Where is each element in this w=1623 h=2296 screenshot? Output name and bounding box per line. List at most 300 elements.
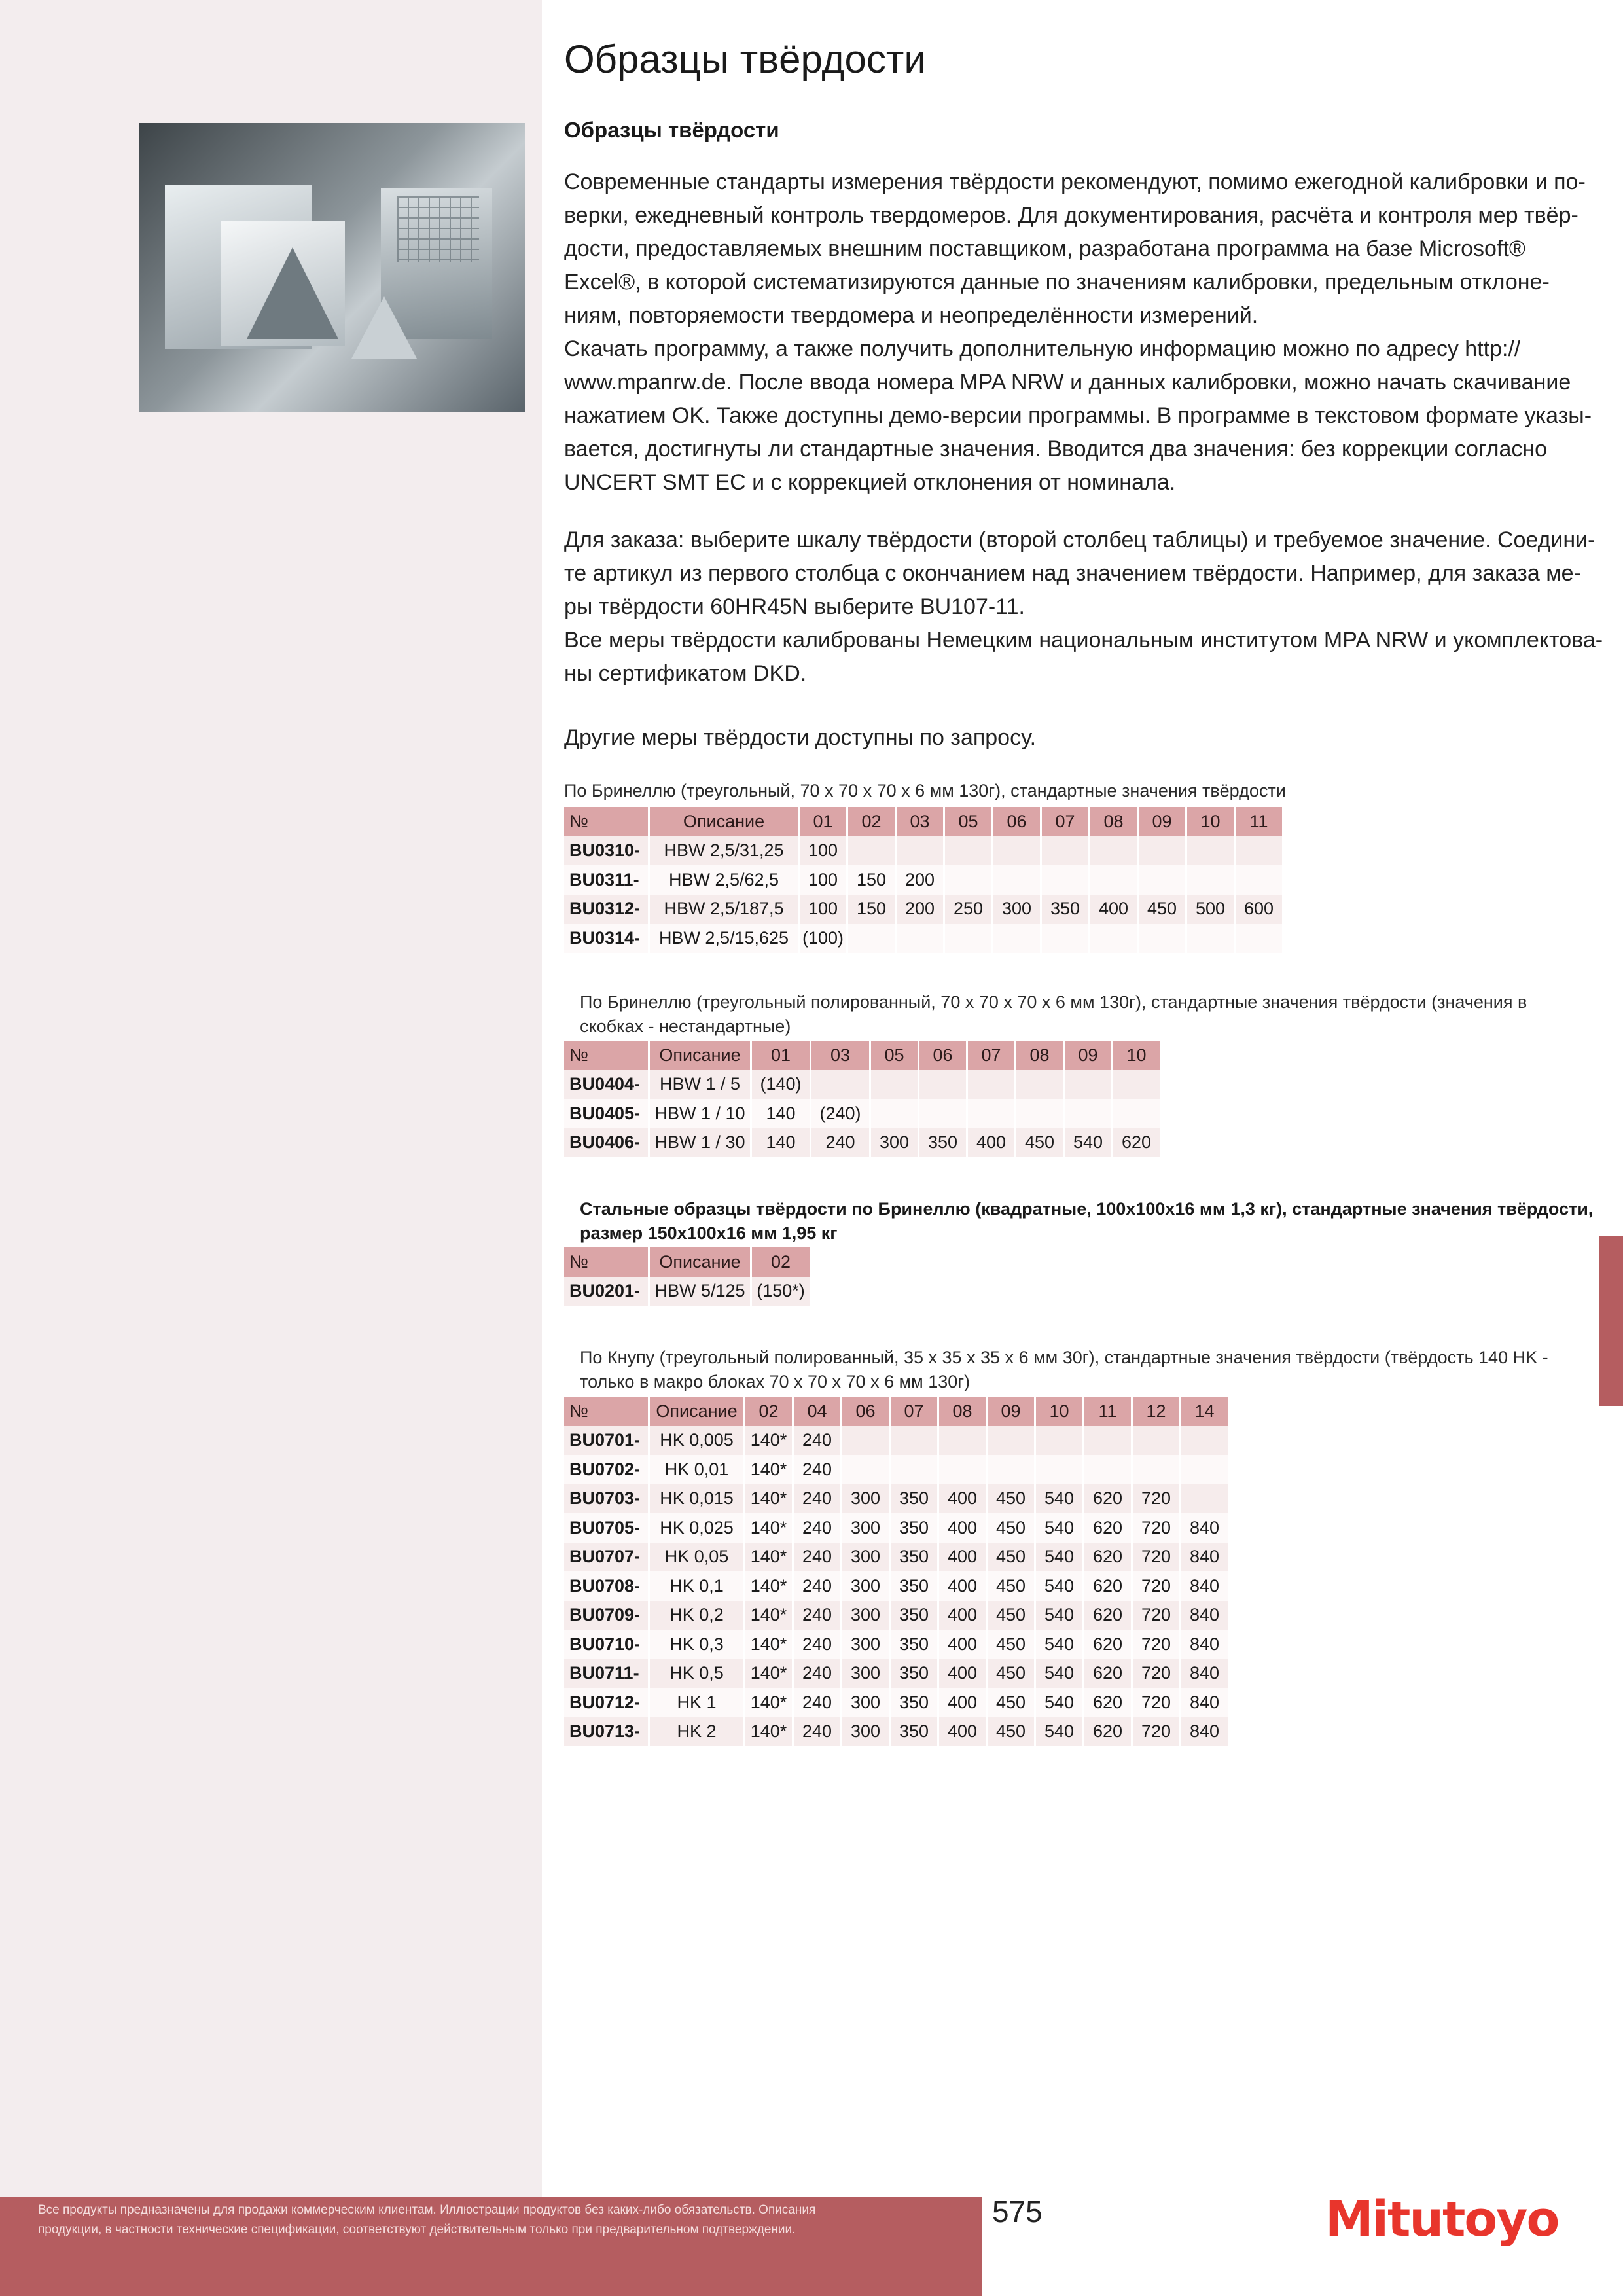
header-suffix: 09 (1139, 807, 1185, 836)
header-suffix: 02 (752, 1247, 810, 1277)
hardness-value: 240 (794, 1688, 840, 1717)
table-caption-brinell-polished (580, 990, 1527, 1039)
hardness-value: 250 (945, 895, 991, 924)
article-number: BU0710- (564, 1630, 648, 1659)
hardness-value: 450 (1139, 895, 1185, 924)
header-number: № (564, 1247, 648, 1277)
header-suffix: 01 (752, 1041, 810, 1070)
hardness-value: 720 (1133, 1659, 1179, 1689)
hardness-value: (100) (800, 924, 846, 953)
table-row (564, 1070, 1160, 1100)
scale-description: HK 0,3 (650, 1630, 743, 1659)
hardness-value: 720 (1133, 1630, 1179, 1659)
table-caption-brinell-steel (580, 1197, 1593, 1246)
header-description: Описание (650, 1041, 750, 1070)
hardness-value: 240 (794, 1601, 840, 1630)
article-number: BU0406- (564, 1128, 648, 1158)
hardness-value: 720 (1133, 1601, 1179, 1630)
intro-line: www.mpanrw.de. После ввода номера MPA NRW и данных калибровки, можно начать скачивание (564, 370, 1571, 395)
scale-description: HBW 1 / 30 (650, 1128, 750, 1158)
header-suffix: 03 (897, 807, 943, 836)
hardness-value: 840 (1181, 1513, 1228, 1543)
article-number: BU0201- (564, 1277, 648, 1306)
header-suffix: 11 (1084, 1397, 1131, 1426)
scale-description: HBW 2,5/31,25 (650, 836, 798, 866)
hardness-value: 720 (1133, 1571, 1179, 1601)
hardness-value (1236, 924, 1282, 953)
hardness-value (1065, 1099, 1111, 1128)
hardness-value: 620 (1084, 1630, 1131, 1659)
hardness-value (945, 836, 991, 866)
hardness-value: 720 (1133, 1513, 1179, 1543)
scale-description: HBW 1 / 5 (650, 1070, 750, 1100)
hardness-value (968, 1070, 1014, 1100)
hardness-value: 620 (1084, 1688, 1131, 1717)
hardness-value: 620 (1113, 1128, 1160, 1158)
header-suffix: 10 (1187, 807, 1234, 836)
header-suffix: 08 (939, 1397, 986, 1426)
hardness-value (897, 836, 943, 866)
header-number: № (564, 807, 648, 836)
hardness-value: 600 (1236, 895, 1282, 924)
hardness-value: 300 (842, 1601, 889, 1630)
article-number: BU0707- (564, 1543, 648, 1572)
hardness-value: 200 (897, 865, 943, 895)
header-suffix: 10 (1036, 1397, 1082, 1426)
hardness-value (1090, 836, 1137, 866)
hardness-value: 300 (993, 895, 1040, 924)
hardness-value: 100 (800, 865, 846, 895)
hardness-value (891, 1426, 937, 1456)
hardness-value: 450 (988, 1659, 1034, 1689)
hardness-value (1181, 1455, 1228, 1484)
article-number: BU0405- (564, 1099, 648, 1128)
hardness-value (945, 924, 991, 953)
hardness-value (919, 1070, 966, 1100)
header-number: № (564, 1397, 648, 1426)
scale-description: HBW 2,5/62,5 (650, 865, 798, 895)
scale-description: HBW 1 / 10 (650, 1099, 750, 1128)
hardness-value (1187, 865, 1234, 895)
hardness-value (1113, 1099, 1160, 1128)
hardness-value: 140 (752, 1099, 810, 1128)
hardness-value: 540 (1036, 1688, 1082, 1717)
hardness-value: 300 (842, 1543, 889, 1572)
order-line: ны сертификатом DKD. (564, 661, 807, 686)
hardness-value (1133, 1426, 1179, 1456)
hardness-value: 540 (1036, 1717, 1082, 1747)
other-paragraph (564, 721, 1585, 755)
hardness-value (1042, 924, 1088, 953)
hardness-value (1042, 836, 1088, 866)
header-suffix: 06 (993, 807, 1040, 836)
hardness-value: 400 (939, 1513, 986, 1543)
order-line: те артикул из первого столбца с окончанием над значением твёрдости. Например, для заказа ме- (564, 561, 1581, 586)
caption-line: По Бринеллю (треугольный полированный, 70 x 70 x 70 x 6 мм 130г), стандартные значения твёрдости (значения в (580, 992, 1527, 1012)
hardness-value: 240 (794, 1455, 840, 1484)
order-paragraph (564, 524, 1603, 691)
scale-description: HK 0,05 (650, 1543, 743, 1572)
caption-line: только в макро блоках 70 x 70 x 70 x 6 мм 130г) (580, 1372, 971, 1391)
caption-line: По Бринеллю (треугольный, 70 x 70 x 70 x 6 мм 130г), стандартные значения твёрдости (564, 781, 1286, 800)
hardness-value (842, 1455, 889, 1484)
hardness-value (1181, 1426, 1228, 1456)
hardness-value: 500 (1187, 895, 1234, 924)
scale-description: HK 0,2 (650, 1601, 743, 1630)
hardness-value: 350 (919, 1128, 966, 1158)
hardness-value (1042, 865, 1088, 895)
header-suffix: 07 (968, 1041, 1014, 1070)
table-row (564, 865, 1282, 895)
hardness-value (1036, 1455, 1082, 1484)
hardness-value: 300 (871, 1128, 918, 1158)
hardness-value: 400 (968, 1128, 1014, 1158)
hardness-value (1133, 1455, 1179, 1484)
table-caption-knoop (580, 1346, 1548, 1394)
hardness-value: 300 (842, 1484, 889, 1514)
table-header-row (564, 1247, 810, 1277)
table-row (564, 1277, 810, 1306)
table-brinell-steel (562, 1247, 812, 1306)
hardness-value: 620 (1084, 1601, 1131, 1630)
hardness-value: 350 (891, 1659, 937, 1689)
header-suffix: 06 (842, 1397, 889, 1426)
hardness-value (1187, 924, 1234, 953)
hardness-value: 200 (897, 895, 943, 924)
hardness-value: 450 (988, 1543, 1034, 1572)
hardness-value: 450 (988, 1717, 1034, 1747)
table-row (564, 836, 1282, 866)
order-line: Все меры твёрдости калиброваны Немецким национальным институтом MPA NRW и укомплектова- (564, 628, 1603, 653)
hardness-value (988, 1455, 1034, 1484)
article-number: BU0712- (564, 1688, 648, 1717)
hardness-value: 400 (939, 1484, 986, 1514)
intro-line: Скачать программу, а также получить дополнительную информацию можно по адресу http:// (564, 336, 1521, 361)
hardness-value: 540 (1036, 1543, 1082, 1572)
table-row (564, 1426, 1228, 1456)
header-number: № (564, 1041, 648, 1070)
photo-grid-pattern (397, 196, 479, 262)
table-caption-brinell-triangle (564, 779, 1286, 803)
scale-description: HK 0,1 (650, 1571, 743, 1601)
section-subtitle: Образцы твёрдости (564, 118, 779, 142)
hardness-value: 540 (1036, 1630, 1082, 1659)
hardness-value: 350 (1042, 895, 1088, 924)
hardness-value (1090, 865, 1137, 895)
hardness-value: 620 (1084, 1484, 1131, 1514)
header-description: Описание (650, 1247, 750, 1277)
hardness-value (939, 1426, 986, 1456)
hardness-value (1036, 1426, 1082, 1456)
hardness-value: 140* (745, 1513, 792, 1543)
hardness-value: 840 (1181, 1630, 1228, 1659)
hardness-value: 840 (1181, 1601, 1228, 1630)
hardness-value: 240 (794, 1543, 840, 1572)
hardness-value: 450 (988, 1513, 1034, 1543)
scale-description: HK 1 (650, 1688, 743, 1717)
hardness-value: 400 (939, 1717, 986, 1747)
header-suffix: 04 (794, 1397, 840, 1426)
header-suffix: 12 (1133, 1397, 1179, 1426)
hardness-value (1084, 1426, 1131, 1456)
hardness-value: 720 (1133, 1688, 1179, 1717)
hardness-value: 240 (794, 1426, 840, 1456)
hardness-value: 140* (745, 1688, 792, 1717)
hardness-value: 620 (1084, 1659, 1131, 1689)
hardness-value (1139, 836, 1185, 866)
hardness-value: 140* (745, 1484, 792, 1514)
hardness-value: 240 (794, 1484, 840, 1514)
hardness-value (945, 865, 991, 895)
disclaimer-line: продукции, в частности технические спецификации, соответствуют действительным только при предварительном подтверждении. (38, 2223, 796, 2236)
table-row (564, 1513, 1228, 1543)
hardness-value (842, 1426, 889, 1456)
hardness-value: 140* (745, 1426, 792, 1456)
intro-line: вается, достигнуты ли стандартные значения. Вводится два значения: без коррекции согласно (564, 437, 1548, 461)
hardness-value (1016, 1070, 1063, 1100)
hardness-value (871, 1099, 918, 1128)
intro-line: UNCERT SMT EC и с коррекцией отклонения от номинала. (564, 470, 1176, 495)
hardness-value: 240 (794, 1717, 840, 1747)
table-row (564, 1455, 1228, 1484)
hardness-value: 140* (745, 1455, 792, 1484)
hardness-value: 350 (891, 1717, 937, 1747)
table-brinell-polished (562, 1041, 1162, 1157)
hardness-value: 400 (1090, 895, 1137, 924)
header-suffix: 01 (800, 807, 846, 836)
table-brinell-triangle (562, 807, 1284, 953)
hardness-value (1236, 865, 1282, 895)
scale-description: HBW 5/125 (650, 1277, 750, 1306)
hardness-value: 840 (1181, 1571, 1228, 1601)
header-suffix: 05 (945, 807, 991, 836)
header-suffix: 08 (1090, 807, 1137, 836)
table-row (564, 1659, 1228, 1689)
hardness-value: 350 (891, 1543, 937, 1572)
header-suffix: 02 (848, 807, 895, 836)
hardness-value: 840 (1181, 1688, 1228, 1717)
article-number: BU0703- (564, 1484, 648, 1514)
hardness-value (993, 924, 1040, 953)
photo-triangle-block (247, 247, 338, 339)
photo-prism-block (351, 296, 417, 359)
scale-description: HK 0,5 (650, 1659, 743, 1689)
article-number: BU0312- (564, 895, 648, 924)
hardness-value: 300 (842, 1717, 889, 1747)
header-suffix: 07 (1042, 807, 1088, 836)
hardness-value (1187, 836, 1234, 866)
hardness-value: 140* (745, 1630, 792, 1659)
hardness-value: 350 (891, 1484, 937, 1514)
footer-disclaimer (38, 2200, 967, 2240)
hardness-value (939, 1455, 986, 1484)
hardness-value (968, 1099, 1014, 1128)
hardness-value: 540 (1036, 1513, 1082, 1543)
page-title: Образцы твёрдости (564, 37, 926, 81)
hardness-value: 400 (939, 1543, 986, 1572)
table-row (564, 1099, 1160, 1128)
hardness-value: 140 (752, 1128, 810, 1158)
hardness-value: 620 (1084, 1513, 1131, 1543)
scale-description: HK 0,015 (650, 1484, 743, 1514)
table-row (564, 1128, 1160, 1158)
hardness-value: 400 (939, 1601, 986, 1630)
header-suffix: 10 (1113, 1041, 1160, 1070)
table-row (564, 895, 1282, 924)
hardness-value: 840 (1181, 1543, 1228, 1572)
table-row (564, 924, 1282, 953)
hardness-value: 240 (794, 1513, 840, 1543)
hardness-value: 620 (1084, 1543, 1131, 1572)
hardness-value (1090, 924, 1137, 953)
hardness-value: 720 (1133, 1543, 1179, 1572)
table-header-row (564, 807, 1282, 836)
header-description: Описание (650, 1397, 743, 1426)
order-line: ры твёрдости 60HR45N выберите BU107-11. (564, 594, 1025, 619)
intro-paragraph (564, 166, 1592, 499)
header-suffix: 05 (871, 1041, 918, 1070)
article-number: BU0702- (564, 1455, 648, 1484)
other-line: Другие меры твёрдости доступны по запросу. (564, 725, 1037, 750)
hardness-value: 450 (988, 1688, 1034, 1717)
hardness-value: 450 (988, 1484, 1034, 1514)
hardness-value: 450 (988, 1630, 1034, 1659)
header-suffix: 09 (988, 1397, 1034, 1426)
article-number: BU0404- (564, 1070, 648, 1100)
header-suffix: 08 (1016, 1041, 1063, 1070)
hardness-value (812, 1070, 869, 1100)
hardness-value: 140* (745, 1601, 792, 1630)
article-number: BU0314- (564, 924, 648, 953)
header-suffix: 03 (812, 1041, 869, 1070)
hardness-value: 300 (842, 1659, 889, 1689)
hardness-value (897, 924, 943, 953)
hardness-value: 840 (1181, 1717, 1228, 1747)
hardness-value: 300 (842, 1571, 889, 1601)
hardness-value: (240) (812, 1099, 869, 1128)
article-number: BU0711- (564, 1659, 648, 1689)
table-row (564, 1484, 1228, 1514)
hardness-value: 620 (1084, 1571, 1131, 1601)
scale-description: HBW 2,5/187,5 (650, 895, 798, 924)
hardness-value (1084, 1455, 1131, 1484)
hardness-value: 540 (1036, 1571, 1082, 1601)
table-header-row (564, 1397, 1228, 1426)
hardness-value (1139, 865, 1185, 895)
hardness-value (993, 865, 1040, 895)
hardness-value (1139, 924, 1185, 953)
hardness-value: 450 (988, 1571, 1034, 1601)
scale-description: HK 0,01 (650, 1455, 743, 1484)
hardness-value: 240 (794, 1630, 840, 1659)
header-suffix: 11 (1236, 807, 1282, 836)
hardness-value: (150*) (752, 1277, 810, 1306)
caption-line: размер 150x100x16 мм 1,95 кг (580, 1223, 838, 1243)
article-number: BU0311- (564, 865, 648, 895)
hardness-value: 140* (745, 1659, 792, 1689)
intro-line: Excel®, в которой систематизируются данные по значениям калибровки, предельным отклоне- (564, 270, 1550, 295)
caption-line: скобках - нестандартные) (580, 1016, 791, 1036)
hardness-value: 840 (1181, 1659, 1228, 1689)
hardness-value: 150 (848, 895, 895, 924)
scale-description: HK 0,005 (650, 1426, 743, 1456)
hardness-value: 300 (842, 1513, 889, 1543)
hardness-value: 400 (939, 1630, 986, 1659)
header-description: Описание (650, 807, 798, 836)
header-suffix: 06 (919, 1041, 966, 1070)
table-row (564, 1601, 1228, 1630)
hardness-value: 450 (1016, 1128, 1063, 1158)
header-suffix: 09 (1065, 1041, 1111, 1070)
hardness-value (1016, 1099, 1063, 1128)
header-suffix: 14 (1181, 1397, 1228, 1426)
hardness-value: (140) (752, 1070, 810, 1100)
table-row (564, 1571, 1228, 1601)
hardness-value: 350 (891, 1688, 937, 1717)
article-number: BU0713- (564, 1717, 648, 1747)
caption-line: По Кнупу (треугольный полированный, 35 x 35 x 35 x 6 мм 30г), стандартные значения твёрдости (твёрдость 140 HK - (580, 1348, 1548, 1367)
hardness-value (871, 1070, 918, 1100)
table-row (564, 1688, 1228, 1717)
hardness-value: 540 (1065, 1128, 1111, 1158)
article-number: BU0709- (564, 1601, 648, 1630)
hardness-value (848, 836, 895, 866)
article-number: BU0310- (564, 836, 648, 866)
article-number: BU0708- (564, 1571, 648, 1601)
intro-line: верки, ежедневный контроль твердомеров. Для документирования, расчёта и контроля мер твёр- (564, 203, 1578, 228)
table-row (564, 1543, 1228, 1572)
hardness-value: 400 (939, 1659, 986, 1689)
hardness-value (919, 1099, 966, 1128)
table-row (564, 1630, 1228, 1659)
article-number: BU0705- (564, 1513, 648, 1543)
intro-line: Современные стандарты измерения твёрдости рекомендуют, помимо ежегодной калибровки и по- (564, 170, 1586, 194)
scale-description: HK 2 (650, 1717, 743, 1747)
hardness-value: 450 (988, 1601, 1034, 1630)
table-row (564, 1717, 1228, 1747)
disclaimer-line: Все продукты предназначены для продажи коммерческим клиентам. Иллюстрации продуктов без каких-либо обязательств. Описания (38, 2203, 816, 2217)
hardness-value: 100 (800, 836, 846, 866)
hardness-value (848, 924, 895, 953)
hardness-value: 540 (1036, 1601, 1082, 1630)
hardness-value: 300 (842, 1630, 889, 1659)
hardness-value (891, 1455, 937, 1484)
hardness-value: 620 (1084, 1717, 1131, 1747)
hardness-value: 350 (891, 1513, 937, 1543)
hardness-value: 350 (891, 1571, 937, 1601)
intro-line: ниям, повторяемости твердомера и неопределённости измерений. (564, 303, 1258, 328)
hardness-value: 720 (1133, 1484, 1179, 1514)
hardness-value (1181, 1484, 1228, 1514)
hardness-value (1065, 1070, 1111, 1100)
scale-description: HK 0,025 (650, 1513, 743, 1543)
hardness-value: 350 (891, 1601, 937, 1630)
hardness-value: 240 (794, 1571, 840, 1601)
hardness-value: 240 (812, 1128, 869, 1158)
hardness-value: 400 (939, 1688, 986, 1717)
header-suffix: 02 (745, 1397, 792, 1426)
intro-line: дости, предоставляемых внешним поставщиком, разработана программа на базе Microsoft® (564, 236, 1525, 261)
table-knoop (562, 1397, 1230, 1746)
hardness-value: 350 (891, 1630, 937, 1659)
product-photo (139, 123, 525, 412)
scale-description: HBW 2,5/15,625 (650, 924, 798, 953)
hardness-value: 100 (800, 895, 846, 924)
table-header-row (564, 1041, 1160, 1070)
article-number: BU0701- (564, 1426, 648, 1456)
hardness-value: 540 (1036, 1659, 1082, 1689)
hardness-value: 300 (842, 1688, 889, 1717)
